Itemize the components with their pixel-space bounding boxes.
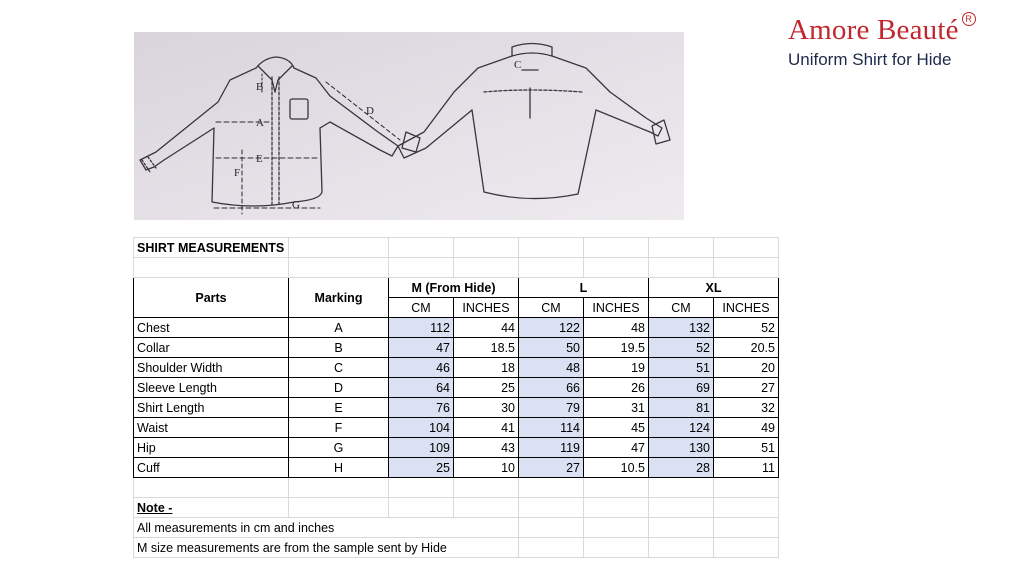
part-name: Collar xyxy=(134,338,289,358)
table-row xyxy=(134,398,779,418)
l-inches-value: 19.5 xyxy=(584,338,649,358)
l-inches-value: 19 xyxy=(584,358,649,378)
xl-inches-value: 49 xyxy=(714,418,779,438)
m-cm-value: 47 xyxy=(389,338,454,358)
l-cm-value: 27 xyxy=(519,458,584,478)
xl-cm-value: 81 xyxy=(649,398,714,418)
xl-cm-value: 52 xyxy=(649,338,714,358)
m-cm-value: 112 xyxy=(389,318,454,338)
shirt-measurements-table xyxy=(133,237,779,558)
shirt-sketch-image xyxy=(134,32,684,220)
part-name: Shirt Length xyxy=(134,398,289,418)
document-subtitle: Uniform Shirt for Hide xyxy=(788,50,952,69)
sketch-label-c: C xyxy=(514,59,522,71)
xl-inches-value: 11 xyxy=(714,458,779,478)
table-row xyxy=(134,338,779,358)
m-inches-value: 18 xyxy=(454,358,519,378)
paper-background xyxy=(134,32,684,220)
xl-inches-value: 27 xyxy=(714,378,779,398)
brand-block xyxy=(788,14,976,70)
sketch-label-b: B xyxy=(256,81,264,93)
xl-cm-value: 69 xyxy=(649,378,714,398)
l-cm-value: 50 xyxy=(519,338,584,358)
m-inches-value: 10 xyxy=(454,458,519,478)
note-title-row xyxy=(134,498,779,518)
table-row xyxy=(134,458,779,478)
part-name: Waist xyxy=(134,418,289,438)
m-inches-value: 30 xyxy=(454,398,519,418)
xl-cm-value: 51 xyxy=(649,358,714,378)
m-inches-value: 44 xyxy=(454,318,519,338)
xl-cm-value: 132 xyxy=(649,318,714,338)
marking-letter: H xyxy=(289,458,389,478)
brand-logo xyxy=(788,14,976,47)
header-size-xl: XL xyxy=(649,278,779,298)
header-size-m: M (From Hide) xyxy=(389,278,519,298)
header-size-l: L xyxy=(519,278,649,298)
table-row xyxy=(134,418,779,438)
spacer-row xyxy=(134,478,779,498)
m-inches-value: 18.5 xyxy=(454,338,519,358)
xl-cm-value: 124 xyxy=(649,418,714,438)
registered-mark: R xyxy=(962,12,976,26)
l-inches-value: 48 xyxy=(584,318,649,338)
note-line-2: M size measurements are from the sample sent by Hide xyxy=(134,538,454,558)
xl-inches-value: 20 xyxy=(714,358,779,378)
l-cm-value: 122 xyxy=(519,318,584,338)
marking-letter: E xyxy=(289,398,389,418)
xl-inches-value: 20.5 xyxy=(714,338,779,358)
part-name: Sleeve Length xyxy=(134,378,289,398)
marking-letter: F xyxy=(289,418,389,438)
table-title: SHIRT MEASUREMENTS xyxy=(134,238,289,258)
header-l-cm: CM xyxy=(519,298,584,318)
table-row xyxy=(134,438,779,458)
note-title: Note - xyxy=(134,498,289,518)
m-cm-value: 46 xyxy=(389,358,454,378)
title-row xyxy=(134,238,779,258)
marking-letter: G xyxy=(289,438,389,458)
table-row xyxy=(134,378,779,398)
header-xl-cm: CM xyxy=(649,298,714,318)
m-cm-value: 104 xyxy=(389,418,454,438)
l-cm-value: 114 xyxy=(519,418,584,438)
part-name: Cuff xyxy=(134,458,289,478)
size-header-row xyxy=(134,278,779,298)
sketch-label-g: G xyxy=(292,199,300,211)
note-line-1: All measurements in cm and inches xyxy=(134,518,454,538)
l-cm-value: 66 xyxy=(519,378,584,398)
m-cm-value: 109 xyxy=(389,438,454,458)
sketch-label-a: A xyxy=(256,117,264,129)
xl-inches-value: 32 xyxy=(714,398,779,418)
xl-inches-value: 51 xyxy=(714,438,779,458)
l-inches-value: 26 xyxy=(584,378,649,398)
marking-letter: A xyxy=(289,318,389,338)
header-parts: Parts xyxy=(134,278,289,318)
brand-name: Amore Beauté xyxy=(788,14,959,46)
m-cm-value: 25 xyxy=(389,458,454,478)
l-inches-value: 31 xyxy=(584,398,649,418)
header-marking: Marking xyxy=(289,278,389,318)
part-name: Shoulder Width xyxy=(134,358,289,378)
xl-inches-value: 52 xyxy=(714,318,779,338)
spacer-row xyxy=(134,258,779,278)
l-inches-value: 10.5 xyxy=(584,458,649,478)
m-inches-value: 41 xyxy=(454,418,519,438)
xl-cm-value: 28 xyxy=(649,458,714,478)
l-cm-value: 48 xyxy=(519,358,584,378)
m-inches-value: 25 xyxy=(454,378,519,398)
part-name: Chest xyxy=(134,318,289,338)
note-row xyxy=(134,518,779,538)
note-row xyxy=(134,538,779,558)
table-row xyxy=(134,358,779,378)
part-name: Hip xyxy=(134,438,289,458)
sketch-label-d: D xyxy=(366,105,374,117)
header-xl-inches: INCHES xyxy=(714,298,779,318)
l-inches-value: 45 xyxy=(584,418,649,438)
m-inches-value: 43 xyxy=(454,438,519,458)
m-cm-value: 64 xyxy=(389,378,454,398)
marking-letter: C xyxy=(289,358,389,378)
l-cm-value: 119 xyxy=(519,438,584,458)
l-inches-value: 47 xyxy=(584,438,649,458)
header-l-inches: INCHES xyxy=(584,298,649,318)
xl-cm-value: 130 xyxy=(649,438,714,458)
marking-letter: B xyxy=(289,338,389,358)
table-row xyxy=(134,318,779,338)
marking-letter: D xyxy=(289,378,389,398)
l-cm-value: 79 xyxy=(519,398,584,418)
sketch-label-f: F xyxy=(234,167,241,179)
header-m-cm: CM xyxy=(389,298,454,318)
m-cm-value: 76 xyxy=(389,398,454,418)
header-m-inches: INCHES xyxy=(454,298,519,318)
measurement-rows xyxy=(134,318,779,478)
sketch-label-e: E xyxy=(256,153,263,165)
